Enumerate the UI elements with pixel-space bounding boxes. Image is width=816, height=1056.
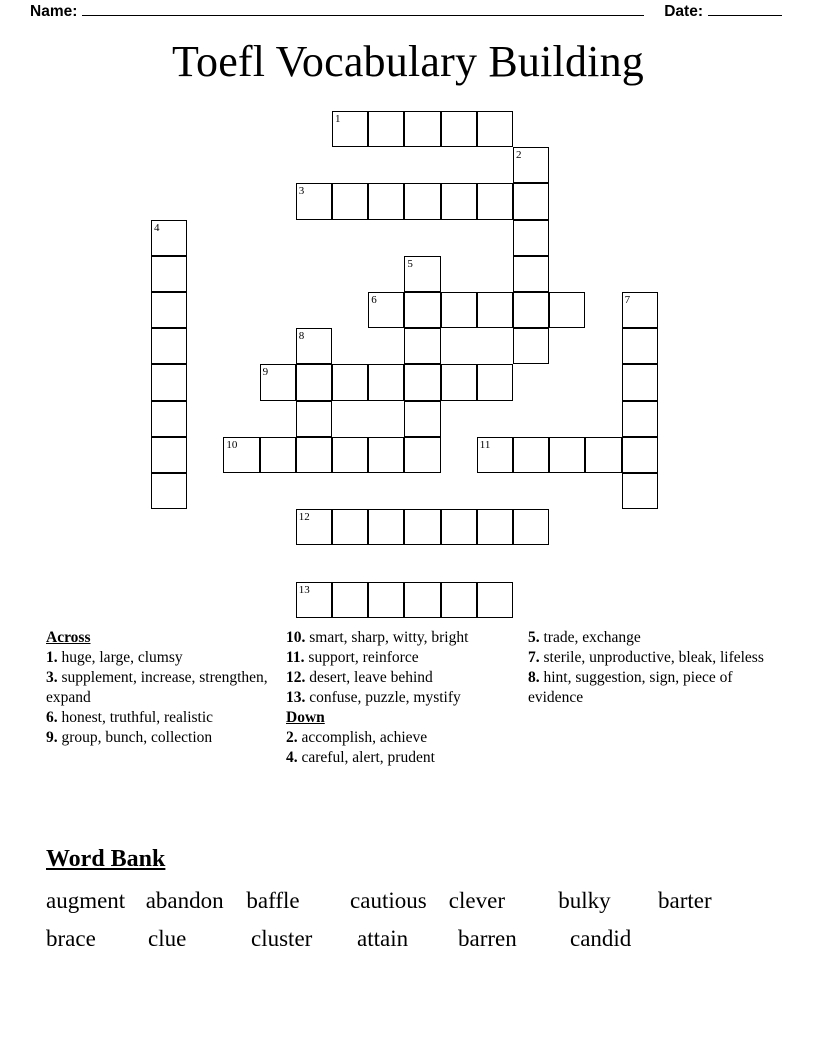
- crossword-cell[interactable]: [404, 437, 440, 473]
- clue-number: 1.: [46, 648, 58, 666]
- crossword-clue-number: 3: [298, 185, 305, 198]
- word-bank-word: barter: [658, 888, 712, 913]
- crossword-clue-number: 13: [298, 583, 310, 596]
- crossword-clue-number: 6: [371, 294, 377, 306]
- clue-down-5: [528, 628, 772, 648]
- clue-number: 12.: [286, 668, 306, 686]
- clues-column-2: [286, 628, 514, 768]
- clue-across-12: [286, 668, 514, 688]
- crossword-cell[interactable]: [151, 473, 187, 509]
- crossword-cell[interactable]: [151, 328, 187, 364]
- clue-text: supplement, increase, strengthen, expand: [46, 668, 268, 706]
- clues-column-1: [46, 628, 271, 748]
- crossword-clue-number: 2: [516, 149, 522, 162]
- crossword-clue-number: 4: [154, 221, 160, 234]
- crossword-cell[interactable]: [151, 256, 187, 292]
- crossword-cell[interactable]: [477, 582, 513, 618]
- crossword-cell[interactable]: [622, 328, 658, 364]
- down-heading: Down: [286, 708, 325, 726]
- crossword-cell[interactable]: [513, 292, 549, 328]
- crossword-cell[interactable]: [296, 509, 332, 545]
- crossword-clue-number: 11: [479, 438, 491, 451]
- clue-number: 11.: [286, 648, 305, 666]
- crossword-cell[interactable]: [404, 292, 440, 328]
- crossword-cell[interactable]: [404, 582, 440, 618]
- word-bank-title: Word Bank: [46, 846, 166, 872]
- crossword-cell[interactable]: [404, 256, 440, 292]
- clue-number: 13.: [286, 688, 306, 706]
- word-bank-list: [46, 882, 746, 959]
- crossword-cell[interactable]: [477, 183, 513, 219]
- crossword-cell[interactable]: [513, 220, 549, 256]
- crossword-cell[interactable]: [404, 328, 440, 364]
- word-bank-word: abandon: [145, 888, 224, 913]
- word-bank-word: augment: [46, 888, 126, 913]
- clue-across-1: [46, 648, 271, 668]
- name-label: Name:: [30, 3, 78, 20]
- clue-text: honest, truthful, realistic: [61, 708, 214, 726]
- crossword-cell[interactable]: [151, 364, 187, 400]
- crossword-cell[interactable]: [585, 437, 621, 473]
- crossword-cell[interactable]: [513, 437, 549, 473]
- crossword-cell[interactable]: [332, 437, 368, 473]
- word-bank-word: cautious: [350, 888, 427, 913]
- word-bank-row: [46, 920, 746, 958]
- word-bank-word: baffle: [246, 888, 300, 913]
- crossword-cell[interactable]: [332, 364, 368, 400]
- crossword-clue-number: 5: [407, 257, 413, 270]
- clues-column-3: [528, 628, 772, 708]
- crossword-cell[interactable]: [296, 582, 332, 618]
- crossword-clue-number: 9: [262, 366, 269, 379]
- clue-number: 10.: [286, 629, 306, 646]
- clue-across-11: [286, 648, 514, 668]
- crossword-cell[interactable]: [622, 401, 658, 437]
- crossword-cell[interactable]: [260, 437, 296, 473]
- crossword-cell[interactable]: [477, 509, 513, 545]
- crossword-cell[interactable]: [477, 111, 513, 147]
- word-bank-word: clever: [448, 888, 505, 913]
- crossword-cell[interactable]: [441, 509, 477, 545]
- clue-text: desert, leave behind: [309, 668, 433, 686]
- clue-number: 2.: [286, 728, 298, 746]
- crossword-cell[interactable]: [549, 292, 585, 328]
- clue-text: trade, exchange: [543, 629, 641, 646]
- crossword-cell[interactable]: [477, 364, 513, 400]
- crossword-cell[interactable]: [296, 183, 332, 219]
- crossword-cell[interactable]: [260, 364, 296, 400]
- clue-across-6: [46, 708, 271, 728]
- crossword-cell[interactable]: [441, 292, 477, 328]
- crossword-cell[interactable]: [622, 292, 658, 328]
- word-bank-word: brace: [46, 926, 96, 952]
- clue-number: 3.: [46, 668, 58, 686]
- clue-number: 6.: [46, 708, 58, 726]
- word-bank-word: cluster: [251, 926, 313, 952]
- crossword-cell[interactable]: [368, 364, 404, 400]
- crossword-cell[interactable]: [477, 437, 513, 473]
- crossword-cell[interactable]: [151, 401, 187, 437]
- crossword-cell[interactable]: [404, 401, 440, 437]
- crossword-cell[interactable]: [513, 509, 549, 545]
- crossword-cell[interactable]: [622, 473, 658, 509]
- clue-text: huge, large, clumsy: [61, 648, 183, 666]
- crossword-cell[interactable]: [368, 437, 404, 473]
- word-bank-word: bulky: [558, 888, 611, 913]
- crossword-cell[interactable]: [296, 364, 332, 400]
- crossword-clue-number: 8: [298, 330, 305, 343]
- crossword-cell[interactable]: [513, 256, 549, 292]
- crossword-cell[interactable]: [368, 183, 404, 219]
- across-heading: Across: [46, 629, 91, 646]
- crossword-cell[interactable]: [441, 183, 477, 219]
- crossword-cell[interactable]: [368, 111, 404, 147]
- crossword-cell[interactable]: [513, 328, 549, 364]
- crossword-cell[interactable]: [332, 183, 368, 219]
- clue-number: 9.: [46, 728, 58, 746]
- clue-number: 5.: [528, 629, 540, 646]
- crossword-cell[interactable]: [477, 292, 513, 328]
- crossword-cell[interactable]: [404, 364, 440, 400]
- crossword-cell[interactable]: [368, 292, 404, 328]
- word-bank-word: candid: [570, 926, 632, 952]
- clue-text: support, reinforce: [308, 648, 419, 666]
- crossword-cell[interactable]: [332, 582, 368, 618]
- crossword-cell[interactable]: [368, 509, 404, 545]
- crossword-cell[interactable]: [404, 111, 440, 147]
- clue-text: sterile, unproductive, bleak, lifeless: [543, 648, 764, 666]
- word-bank-word: clue: [148, 926, 187, 952]
- clue-down-4: [286, 748, 514, 768]
- crossword-cell[interactable]: [151, 220, 187, 256]
- clue-text: smart, sharp, witty, bright: [309, 629, 469, 646]
- clue-across-10: [286, 628, 514, 648]
- crossword-cell[interactable]: [622, 437, 658, 473]
- crossword-cell[interactable]: [332, 509, 368, 545]
- crossword-cell[interactable]: [441, 111, 477, 147]
- clue-text: hint, suggestion, sign, piece of evidence: [528, 668, 733, 706]
- clue-across-13: [286, 688, 514, 708]
- clue-down-7: [528, 648, 772, 668]
- clue-text: accomplish, achieve: [301, 728, 428, 746]
- crossword-clue-number: 10: [226, 438, 238, 451]
- clue-number: 8.: [528, 668, 540, 686]
- word-bank-word: barren: [458, 926, 517, 952]
- clue-number: 7.: [528, 648, 540, 666]
- clue-text: confuse, puzzle, mystify: [309, 688, 461, 706]
- clue-across-3: [46, 668, 271, 708]
- date-label: Date:: [664, 3, 703, 20]
- crossword-cell[interactable]: [404, 183, 440, 219]
- crossword-cell[interactable]: [296, 437, 332, 473]
- crossword-cell[interactable]: [513, 183, 549, 219]
- crossword-cell[interactable]: [441, 364, 477, 400]
- crossword-cell[interactable]: [332, 111, 368, 147]
- crossword-cell[interactable]: [296, 328, 332, 364]
- crossword-cell[interactable]: [223, 437, 259, 473]
- crossword-clue-number: 12: [298, 511, 310, 524]
- crossword-cell[interactable]: [549, 437, 585, 473]
- word-bank-word: attain: [357, 926, 409, 952]
- crossword-cell[interactable]: [151, 437, 187, 473]
- crossword-cell[interactable]: [296, 401, 332, 437]
- word-bank-row: [46, 882, 746, 920]
- clue-down-8: [528, 668, 772, 708]
- crossword-clue-number: 7: [624, 294, 631, 306]
- crossword-cell[interactable]: [441, 582, 477, 618]
- crossword-cell[interactable]: [622, 364, 658, 400]
- clue-down-2: [286, 728, 514, 748]
- crossword-cell[interactable]: [368, 582, 404, 618]
- clue-text: group, bunch, collection: [61, 728, 213, 746]
- crossword-clue-number: 1: [335, 113, 341, 125]
- crossword-cell[interactable]: [151, 292, 187, 328]
- clue-across-9: [46, 728, 271, 748]
- crossword-cell[interactable]: [513, 147, 549, 183]
- page-title: Toefl Vocabulary Building: [171, 37, 644, 86]
- clue-number: 4.: [286, 748, 298, 766]
- crossword-cell[interactable]: [404, 509, 440, 545]
- clue-text: careful, alert, prudent: [301, 748, 435, 766]
- clues-section: [46, 628, 772, 846]
